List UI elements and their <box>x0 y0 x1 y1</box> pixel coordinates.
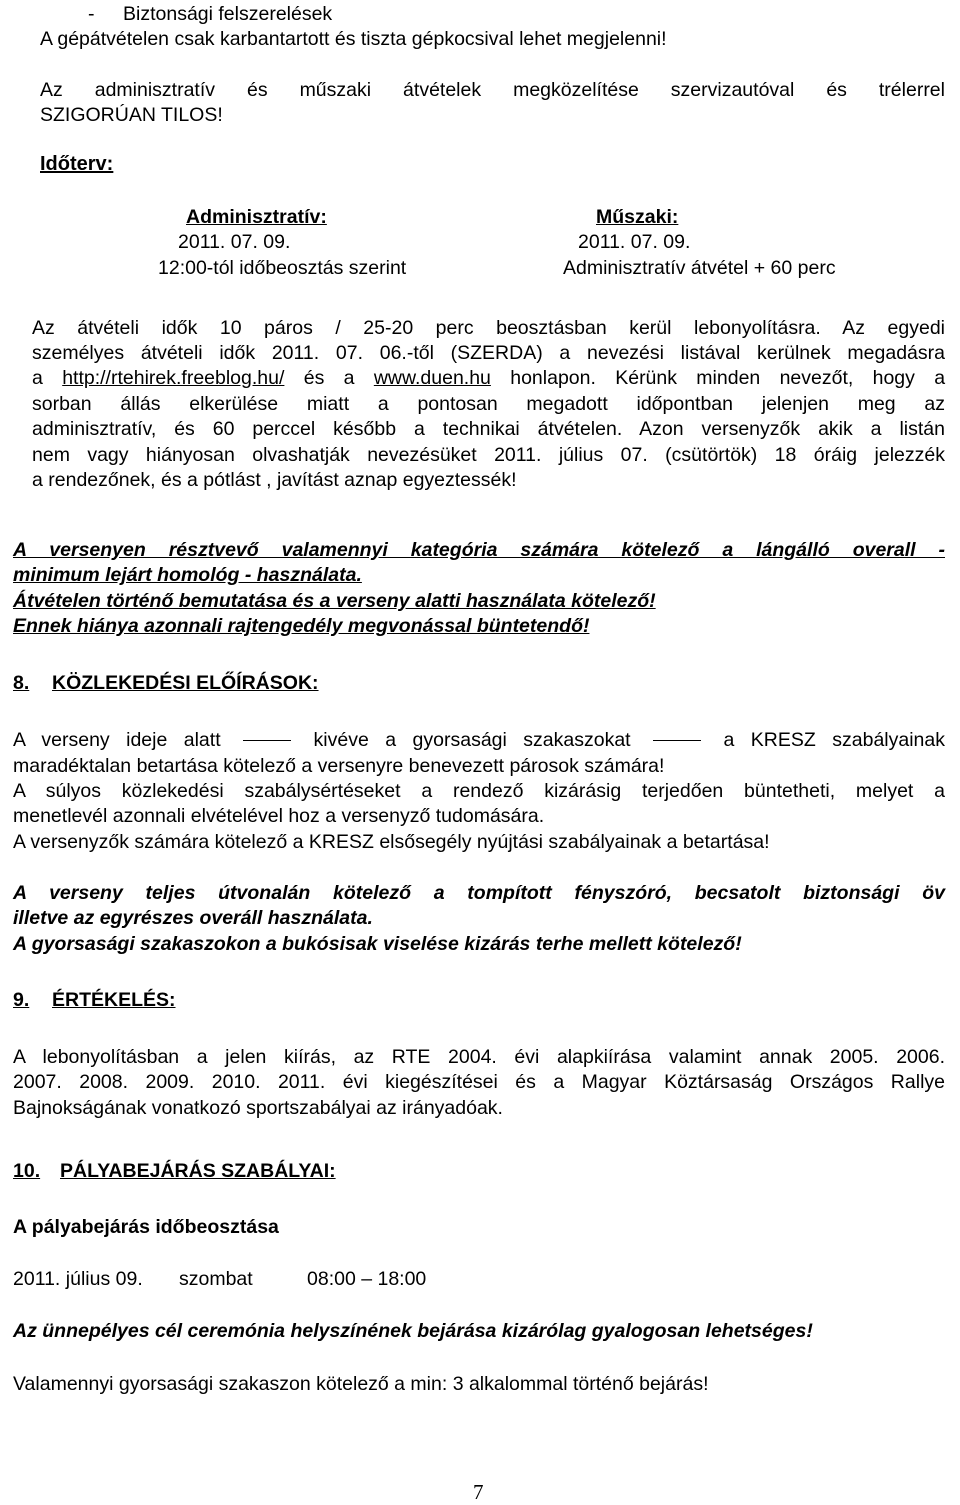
section-8-number: 8. <box>13 672 30 694</box>
s8-bold-line-1: A verseny teljes útvonalán kötelező a tompított fényszóró, becsatolt biztonsági öv <box>13 882 945 904</box>
duen-link[interactable]: www.duen.hu <box>373 367 491 389</box>
para1-line-1: Az átvételi idők 10 páros / 25-20 perc beosztásban kerül lebonyolításra. Az egyedi <box>32 317 945 339</box>
overall-line-2: minimum lejárt homológ - használata. <box>13 564 362 586</box>
bullet-text: Biztonsági felszerelések <box>123 3 333 25</box>
s10-subheading: A pályabejárás időbeosztása <box>13 1216 279 1238</box>
s9-line-2: 2007. 2008. 2009. 2010. 2011. évi kiegészítései és a Magyar Köztársaság Országos Rallye <box>13 1071 945 1093</box>
overall-line-4: Ennek hiánya azonnali rajtengedély megvonással büntetendő! <box>13 615 590 637</box>
tech-title: Műszaki: <box>596 206 679 228</box>
para1-line-4: sorban állás elkerülése miatt a pontosan megadott időpontban jelenjen meg az <box>32 393 945 415</box>
section-9-title: ÉRTÉKELÉS: <box>52 989 176 1011</box>
s8-bold-line-3: A gyorsasági szakaszokon a bukósisak viselése kizárás terhe mellett kötelező! <box>13 933 742 955</box>
admin-time: 12:00-tól időbeosztás szerint <box>158 257 407 279</box>
s8-p1-line-1: A verseny ideje alatt kivéve a gyorsasági szakaszokat a KRESZ szabályainak <box>13 729 945 751</box>
schedule-heading: Időterv: <box>40 153 114 175</box>
s10-ceremony: Az ünnepélyes cél ceremónia helyszínének bejárása kizárólag gyalogosan lehetséges! <box>13 1320 813 1342</box>
tech-date: 2011. 07. 09. <box>578 231 691 253</box>
s8-p3: A versenyzők számára kötelező a KRESZ elsősegély nyújtási szabályainak a betartása! <box>13 831 770 853</box>
s8-bold-line-2: illetve az egyrészes overáll használata. <box>13 907 373 929</box>
s8-p2-line-1: A súlyos közlekedési szabálysértéseket a rendező kizárásig terjedően büntetheti, melyet a <box>13 780 945 802</box>
s10-time: 08:00 – 18:00 <box>307 1268 427 1290</box>
page-number: 7 <box>473 1480 484 1504</box>
para1-line-7: a rendezőnek, és a pótlást , javítást aznap egyeztessék! <box>32 469 517 491</box>
intro-line: A gépátvételen csak karbantartott és tiszta gépkocsival lehet megjelenni! <box>40 28 667 50</box>
warning-line-2: SZIGORÚAN TILOS! <box>40 104 223 126</box>
em-dash <box>653 740 701 741</box>
warning-line-1: Az adminisztratív és műszaki átvételek megközelítése szervizautóval és trélerrel <box>40 79 945 101</box>
section-8-title: KÖZLEKEDÉSI ELŐÍRÁSOK: <box>52 672 319 694</box>
s10-date: 2011. július 09. <box>13 1268 143 1290</box>
s9-line-3: Bajnokságának vonatkozó sportszabályai az irányadóak. <box>13 1097 503 1119</box>
s10-day: szombat <box>179 1268 253 1290</box>
para1-line-3: a http://rtehirek.freeblog.hu/ és a www.duen.hu honlapon. Kérünk minden nevezőt, hogy a <box>32 367 946 389</box>
overall-line-1: A versenyen résztvevő valamennyi kategória számára kötelező a lángálló overall - <box>13 539 945 561</box>
section-10-number: 10. <box>13 1160 41 1182</box>
tech-time: Adminisztratív átvétel + 60 perc <box>563 257 836 279</box>
s9-line-1: A lebonyolításban a jelen kiírás, az RTE 2004. évi alapkiírása valamint annak 2005. 2006. <box>13 1046 945 1068</box>
section-10-title: PÁLYABEJÁRÁS SZABÁLYAI: <box>60 1160 336 1182</box>
s10-rule: Valamennyi gyorsasági szakaszon kötelező a min: 3 alkalommal történő bejárás! <box>13 1373 709 1395</box>
bullet-dash: - <box>88 3 95 25</box>
rtehirek-link[interactable]: http://rtehirek.freeblog.hu/ <box>62 367 285 389</box>
para1-line-5: adminisztratív, és 60 perccel később a technikai átvételen. Azon versenyzők akik a listán <box>32 418 945 440</box>
s8-p1-line-2: maradéktalan betartása kötelező a versenyre benevezett párosok számára! <box>13 755 665 777</box>
para1-line-2: személyes átvételi idők 2011. 07. 06.-től (SZERDA) a nevezési listával kerülnek megadásra <box>32 342 945 364</box>
admin-date: 2011. 07. 09. <box>178 231 291 253</box>
s8-p2-line-2: menetlevél azonnali elvételével hoz a versenyző tudomására. <box>13 805 545 827</box>
para1-line-6: nem vagy hiányosan olvashatják nevezésüket 2011. július 07. (csütörtök) 18 óráig jelezzék <box>32 444 945 466</box>
em-dash <box>243 740 291 741</box>
section-9-number: 9. <box>13 989 30 1011</box>
admin-title: Adminisztratív: <box>186 206 327 228</box>
overall-line-3: Átvételen történő bemutatása és a verseny alatti használata kötelező! <box>13 590 656 612</box>
